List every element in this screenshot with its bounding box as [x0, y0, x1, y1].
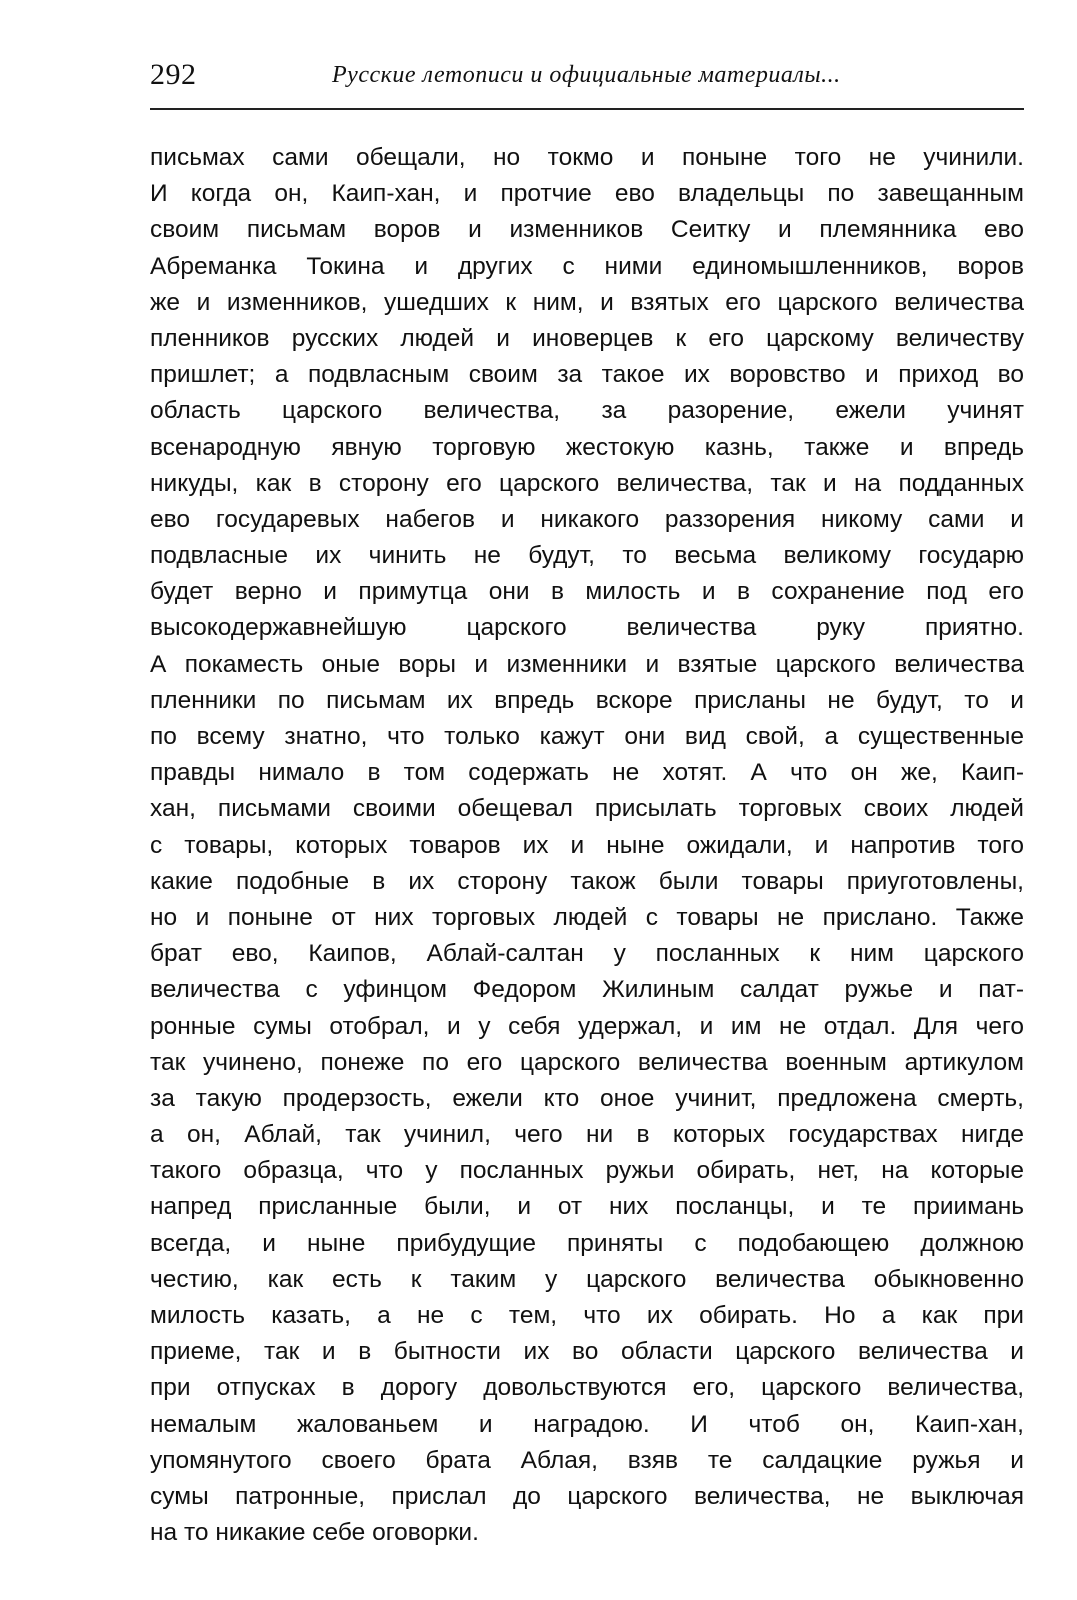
book-page — [150, 52, 1030, 1547]
text-line: высокодержавнейшую царского величества руку приятно. — [150, 614, 1024, 642]
header-rule — [150, 108, 1024, 110]
text-line: же и изменников, ушедших к ним, и взятых его царского величества — [150, 288, 1024, 316]
text-line: пленников русских людей и иноверцев к его царскому величеству — [150, 324, 1024, 352]
text-line: ево государевых набегов и никакого раззорения никому сами и — [150, 505, 1024, 533]
text-line: всегда, и ныне прибудущие приняты с подобающею должною — [150, 1229, 1024, 1257]
body-text — [150, 140, 1024, 1551]
text-line: напред присланные были, и от них посланцы, и те приимань — [150, 1193, 1024, 1221]
text-line: немалым жалованьем и наградою. И чтоб он, Каип-хан, — [150, 1410, 1024, 1438]
text-line: пришлет; а подвласным своим за такое их воровство и приход во — [150, 361, 1024, 389]
text-line: на то никакие себе оговорки. — [150, 1519, 479, 1547]
text-line: честию, как есть к таким у царского величества обыкновенно — [150, 1265, 1024, 1293]
text-line: так учинено, понеже по его царского величества военным артикулом — [150, 1048, 1024, 1076]
running-title: Русские летописи и официальные материалы... — [332, 62, 841, 88]
text-line: такого образца, что у посланных ружьи обирать, нет, на которые — [150, 1157, 1024, 1185]
text-line: И когда он, Каип-хан, и протчие ево владельцы по завещанным — [150, 180, 1024, 208]
text-line: но и поныне от них торговых людей с товары не прислано. Также — [150, 903, 1024, 931]
text-line: Абреманка Токина и других с ними единомышленников, воров — [150, 252, 1024, 280]
text-line: брат ево, Каипов, Аблай-салтан у посланных к ним царского — [150, 940, 1024, 968]
text-line: своим письмам воров и изменников Сеитку и племянника ево — [150, 216, 1024, 244]
text-line: при отпусках в дорогу довольствуются его, царского величества, — [150, 1374, 1024, 1402]
text-line: за такую продерзость, ежели кто оное учинит, предложена смерть, — [150, 1084, 1024, 1112]
text-line: хан, письмами своими обещевал присылать торговых своих людей — [150, 795, 1024, 823]
text-line: область царского величества, за разорение, ежели учинят — [150, 397, 1024, 425]
text-line: величества с уфинцом Федором Жилиным салдат ружье и пат- — [150, 976, 1024, 1004]
page-header — [150, 52, 1030, 102]
text-line: никуды, как в сторону его царского величества, так и на подданных — [150, 469, 1024, 497]
text-line: по всему знатно, что только кажут они вид свой, а существенные — [150, 723, 1024, 750]
text-line: А покаместь оные воры и изменники и взятые царского величества — [150, 650, 1024, 678]
text-line: всенародную явную торговую жестокую казнь, также и впредь — [150, 433, 1024, 461]
text-line: ронные сумы отобрал, и у себя удержал, и им не отдал. Для чего — [150, 1012, 1024, 1040]
text-line: сумы патронные, прислал до царского величества, не выключая — [150, 1482, 1024, 1510]
text-line: правды нимало в том содержать не хотят. А что он же, Каип- — [150, 759, 1024, 787]
text-line: какие подобные в их сторону також были товары приуготовлены, — [150, 867, 1024, 895]
text-line: письмах сами обещали, но токмо и поныне того не учинили. — [150, 144, 1024, 171]
text-line: милость казать, а не с тем, что их обирать. Но а как при — [150, 1302, 1024, 1329]
text-line: а он, Аблай, так учинил, чего ни в которых государствах нигде — [150, 1121, 1024, 1149]
text-line: пленники по письмам их впредь вскоре присланы не будут, то и — [150, 686, 1024, 714]
text-line: приеме, так и в бытности их во области царского величества и — [150, 1338, 1024, 1366]
text-line: подвласные их чинить не будут, то весьма великому государю — [150, 542, 1024, 570]
text-line: будет верно и примутца они в милость и в сохранение под его — [150, 578, 1024, 606]
text-line: с товары, которых товаров их и ныне ожидали, и напротив того — [150, 831, 1024, 859]
text-line: упомянутого своего брата Аблая, взяв те салдацкие ружья и — [150, 1446, 1024, 1474]
page-number: 292 — [150, 58, 197, 91]
